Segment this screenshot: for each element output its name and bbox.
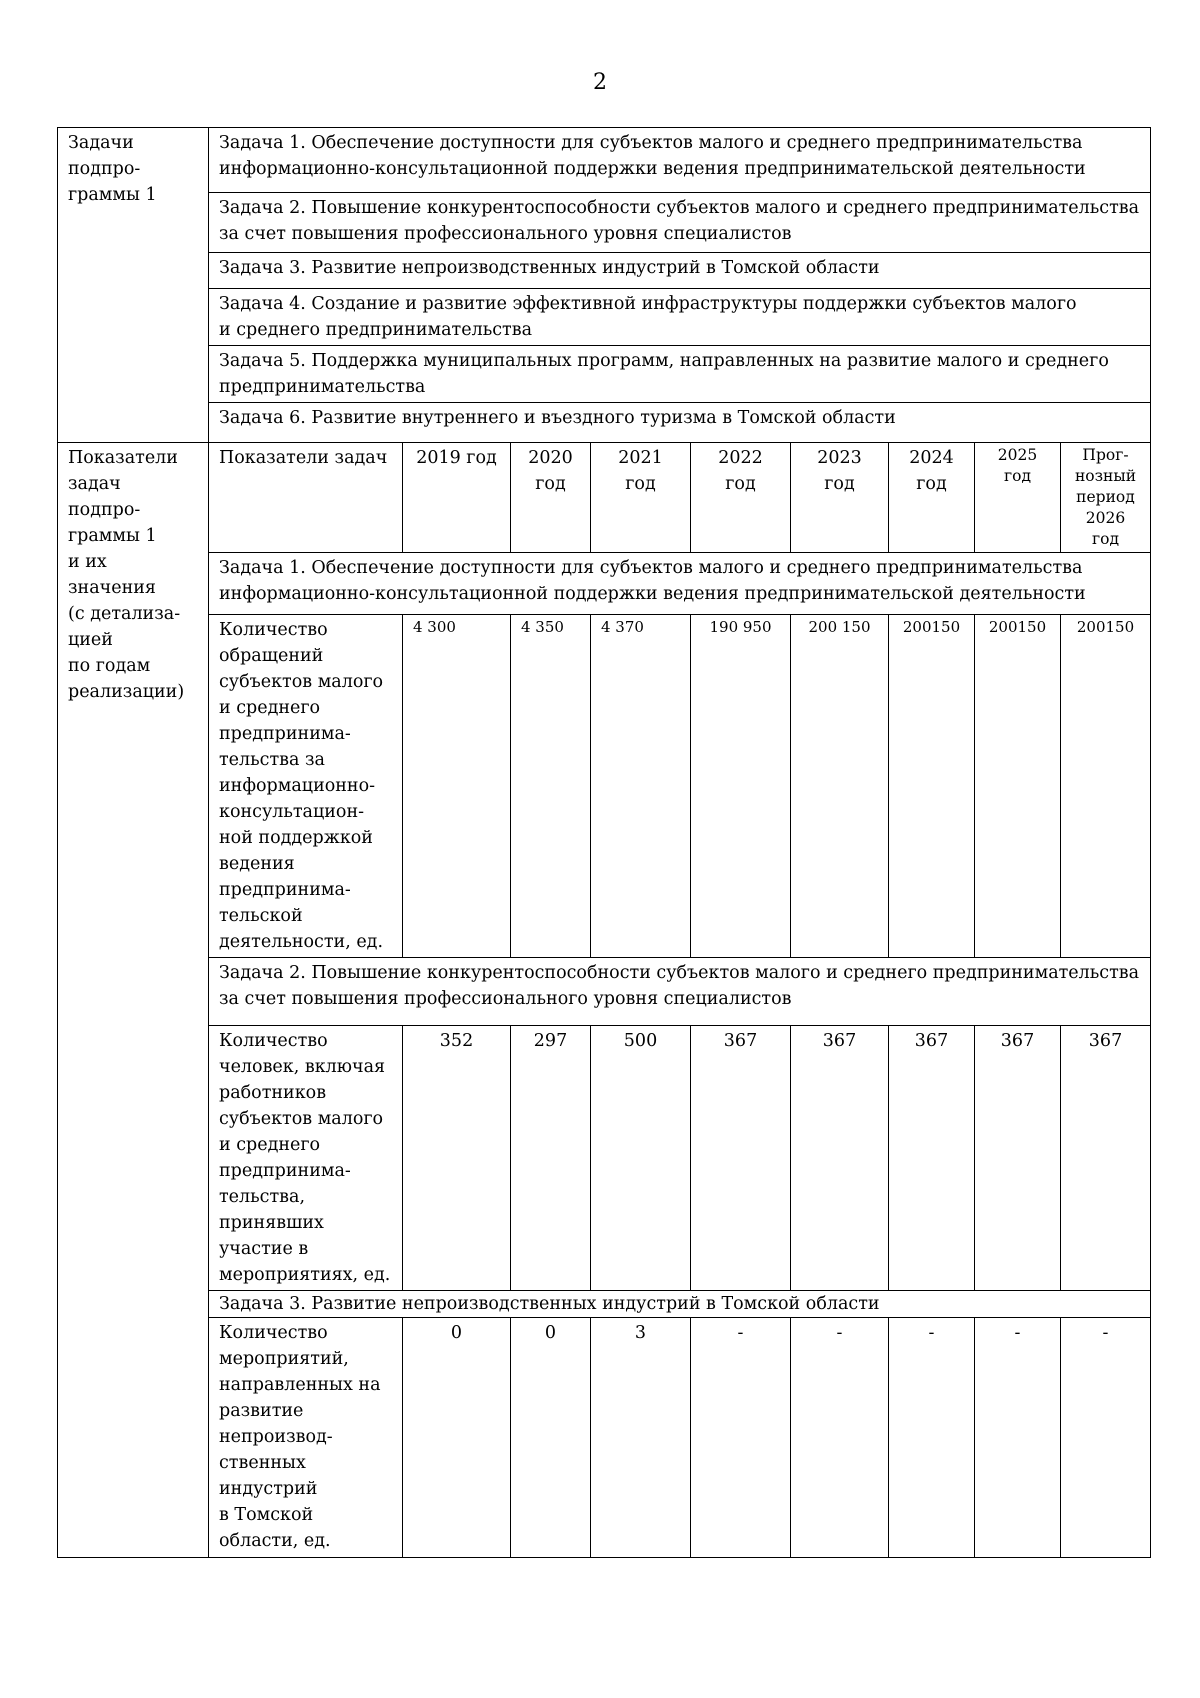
- block-1-indicator: Количество обращений субъектов малого и среднего предпринима- тельства за информационно-консультацион- ной поддержкой ведения предпринима- тельской деятельности, ед.: [209, 615, 403, 958]
- tasks-label: [58, 128, 209, 443]
- block-3-indicator: Количество мероприятий, направленных на развитие непроизвод- ственных индустрий в Томской области, ед.: [209, 1318, 403, 1558]
- task-row-6: Задача 6. Развитие внутреннего и въездного туризма в Томской области: [209, 403, 1151, 443]
- block-2-value-2025: 367: [975, 1026, 1061, 1291]
- task-row-5: Задача 5. Поддержка муниципальных программ, направленных на развитие малого и среднего предпринимательства: [209, 346, 1151, 403]
- block-2-task: Задача 2. Повышение конкурентоспособности субъектов малого и среднего предпринимательства за счет повышения профессионального уровня специалистов: [209, 958, 1151, 1026]
- block-2-value-2019: 352: [403, 1026, 511, 1291]
- header-year-2022: 2022 год: [691, 443, 791, 553]
- block-3-value-2019: 0: [403, 1318, 511, 1558]
- task-row-2: Задача 2. Повышение конкурентоспособности субъектов малого и среднего предпринимательства за счет повышения профессионального уровня специалистов: [209, 193, 1151, 253]
- block-1-value-2025: 200150: [975, 615, 1061, 958]
- header-year-2024: 2024 год: [889, 443, 975, 553]
- page-number: 2: [593, 70, 607, 95]
- block-2-value-2022: 367: [691, 1026, 791, 1291]
- header-indicators: Показатели задач: [209, 443, 403, 553]
- header-year-2023: 2023 год: [791, 443, 889, 553]
- block-2-value-2023: 367: [791, 1026, 889, 1291]
- block-1-value-2020: 4 350: [511, 615, 591, 958]
- block-1-value-2023: 200 150: [791, 615, 889, 958]
- tasks-label-text: Задачи подпро- граммы 1: [68, 133, 157, 205]
- block-2-value-2026: 367: [1061, 1026, 1151, 1291]
- block-3-value-2023: -: [791, 1318, 889, 1558]
- block-1-task: Задача 1. Обеспечение доступности для субъектов малого и среднего предпринимательства информационно-консультационной поддержки ведения предпринимательской деятельности: [209, 553, 1151, 615]
- indicators-label-text: Показатели задач подпро- граммы 1 и их значения (с детализа- цией по годам реализации): [68, 448, 185, 702]
- block-1-value-2019: 4 300: [403, 615, 511, 958]
- block-2-indicator: Количество человек, включая работников субъектов малого и среднего предпринима- тельства, принявших участие в мероприятиях, ед.: [209, 1026, 403, 1291]
- block-3-value-2025: -: [975, 1318, 1061, 1558]
- subprogram-table: [57, 127, 1151, 1558]
- block-2-value-2024: 367: [889, 1026, 975, 1291]
- header-year-2021: 2021 год: [591, 443, 691, 553]
- task-row-4: Задача 4. Создание и развитие эффективной инфраструктуры поддержки субъектов малого и среднего предпринимательства: [209, 289, 1151, 346]
- block-3-value-2020: 0: [511, 1318, 591, 1558]
- block-1-value-2021: 4 370: [591, 615, 691, 958]
- block-3-value-2021: 3: [591, 1318, 691, 1558]
- block-3-value-2024: -: [889, 1318, 975, 1558]
- block-1-value-2024: 200150: [889, 615, 975, 958]
- block-1-value-2022: 190 950: [691, 615, 791, 958]
- header-year-2025: 2025 год: [975, 443, 1061, 553]
- block-2-value-2020: 297: [511, 1026, 591, 1291]
- block-2-value-2021: 500: [591, 1026, 691, 1291]
- block-3-value-2026: -: [1061, 1318, 1151, 1558]
- block-3-value-2022: -: [691, 1318, 791, 1558]
- block-1-value-2026: 200150: [1061, 615, 1151, 958]
- header-year-2019: 2019 год: [403, 443, 511, 553]
- header-year-2020: 2020 год: [511, 443, 591, 553]
- header-forecast-2026: Прог- нозный период 2026 год: [1061, 443, 1151, 553]
- block-3-task: Задача 3. Развитие непроизводственных индустрий в Томской области: [209, 1291, 1151, 1318]
- task-row-3: Задача 3. Развитие непроизводственных индустрий в Томской области: [209, 253, 1151, 289]
- indicators-label: [58, 443, 209, 1558]
- task-row-1: Задача 1. Обеспечение доступности для субъектов малого и среднего предпринимательства информационно-консультационной поддержки ведения предпринимательской деятельности: [209, 128, 1151, 193]
